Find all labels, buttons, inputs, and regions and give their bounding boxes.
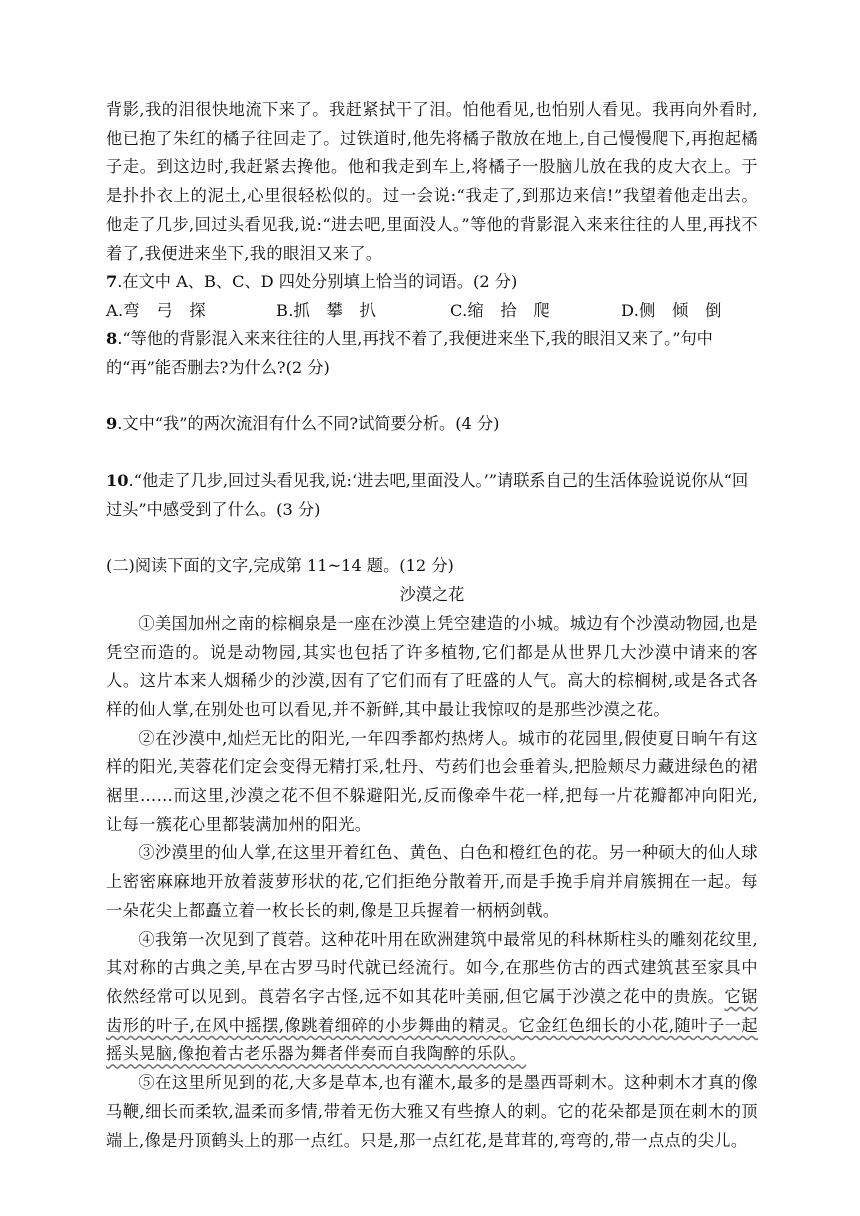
underlined-sentence: 它锯齿形的叶子,在风中摇摆,像跳着细碎的小步舞曲的精灵。它金红色细长的小花,随叶子一起摇头晃脑,像抱着古老乐器为舞者伴奏而自我陶醉的乐队。 — [106, 986, 758, 1064]
question-text: .“等他的背影混入来来往往的人里,再找不着了,我便进来坐下,我的眼泪又来了。”句中的“再”能否删去?为什么?(2 分) — [106, 328, 713, 377]
option-c: C.缩 拾 爬 — [450, 300, 550, 320]
passage-paragraph-4 — [106, 926, 758, 1070]
passage-paragraph-3: ③沙漠里的仙人掌,在这里开着红色、黄色、白色和橙红色的花。另一种硕大的仙人球上密密麻麻地开放着菠萝形状的花,它们拒绝分散着开,而是手挽手肩并肩簇拥在一起。每一朵花尖上都矗立着一枚长长的刺,像是卫兵握着一柄柄剑戟。 — [106, 843, 758, 920]
question-number: 9 — [106, 414, 118, 434]
option-a: A.弯 弓 探 — [106, 300, 206, 320]
passage-paragraph-5: ⑤在这里所见到的花,大多是草本,也有灌木,最多的是墨西哥刺木。这种刺木才真的像马鞭,细长而柔软,温柔而多情,带着无伤大雅又有些撩人的刺。它的花朵都是顶在刺木的顶端上,像是丹顶鹤头上的那一点红。只是,那一点红花,是茸茸的,弯弯的,带一点点的尖儿。 — [106, 1073, 758, 1150]
answer-space — [106, 439, 758, 467]
document-page — [106, 96, 758, 1155]
answer-space — [106, 382, 758, 410]
passage-paragraph-1: ①美国加州之南的棕榈泉是一座在沙漠上凭空建造的小城。城边有个沙漠动物园,也是凭空而造的。说是动物园,其实也包括了许多植物,它们都是从世界几大沙漠中请来的客人。这片本来人烟稀少的沙漠,因有了它们而有了旺盛的人气。高大的棕榈树,或是各式各样的仙人掌,在别处也可以看见,并不新鲜,其中最让我惊叹的是那些沙漠之花。 — [106, 613, 758, 719]
question-text: .文中“我”的两次流泪有什么不同?试简要分析。(4 分) — [117, 414, 500, 434]
paragraph-4-text: ④我第一次见到了莨菪。这种花叶用在欧洲建筑中最常见的科林斯柱头的雕刻花纹里,其对称的古典之美,早在古罗马时代就已经流行。如今,在那些仿古的西式建筑甚至家具中依然经常可以见到。莨菪名字古怪,远不如其花叶美丽,但它属于沙漠之花中的贵族。 — [106, 929, 758, 1006]
section-heading: (二)阅读下面的文字,完成第 11~14 题。(12 分) — [106, 556, 454, 576]
option-b: B.抓 攀 扒 — [276, 300, 377, 320]
question-10 — [106, 467, 758, 524]
question-number: 8 — [106, 328, 118, 348]
passage-paragraph-2: ②在沙漠中,灿烂无比的阳光,一年四季都灼热烤人。城市的花园里,假使夏日晌午有这样的阳光,芙蓉花们定会变得无精打采,牡丹、芍药们也会垂着头,把脸颊尽力藏进绿色的裙裾里……而这里,沙漠之花不但不躲避阳光,反而像牵牛花一样,把每一片花瓣都冲向阳光,让每一簇花心里都装满加州的阳光。 — [106, 728, 758, 834]
question-number: 7 — [106, 272, 118, 292]
question-7 — [106, 268, 758, 297]
excerpt-paragraph: 背影,我的泪很快地流下来了。我赶紧拭干了泪。怕他看见,也怕别人看见。我再向外看时,他已抱了朱红的橘子往回走了。过铁道时,他先将橘子散放在地上,自己慢慢爬下,再抱起橘子走。到这边时,我赶紧去搀他。他和我走到车上,将橘子一股脑儿放在我的皮大衣上。于是扑扑衣上的泥土,心里很轻松似的。过一会说:“我走了,到那边来信!”我望着他走出去。他走了几步,回过头看见我,说:“进去吧,里面没人。”等他的背影混入来来往往的人里,再找不着了,我便进来坐下,我的眼泪又来了。 — [106, 100, 758, 263]
answer-space — [106, 524, 758, 552]
passage-title: 沙漠之花 — [399, 585, 465, 605]
question-8 — [106, 325, 758, 382]
question-7-options — [106, 297, 758, 325]
question-9 — [106, 410, 758, 439]
question-text: .在文中 A、B、C、D 四处分别填上恰当的词语。(2 分) — [117, 272, 518, 292]
option-d: D.侧 倾 倒 — [621, 300, 722, 320]
question-text: .“他走了几步,回过头看见我,说:‘进去吧,里面没人。’”请联系自己的生活体验说说你从“回过头”中感受到了什么。(3 分) — [106, 471, 749, 519]
question-number: 10 — [106, 471, 129, 491]
